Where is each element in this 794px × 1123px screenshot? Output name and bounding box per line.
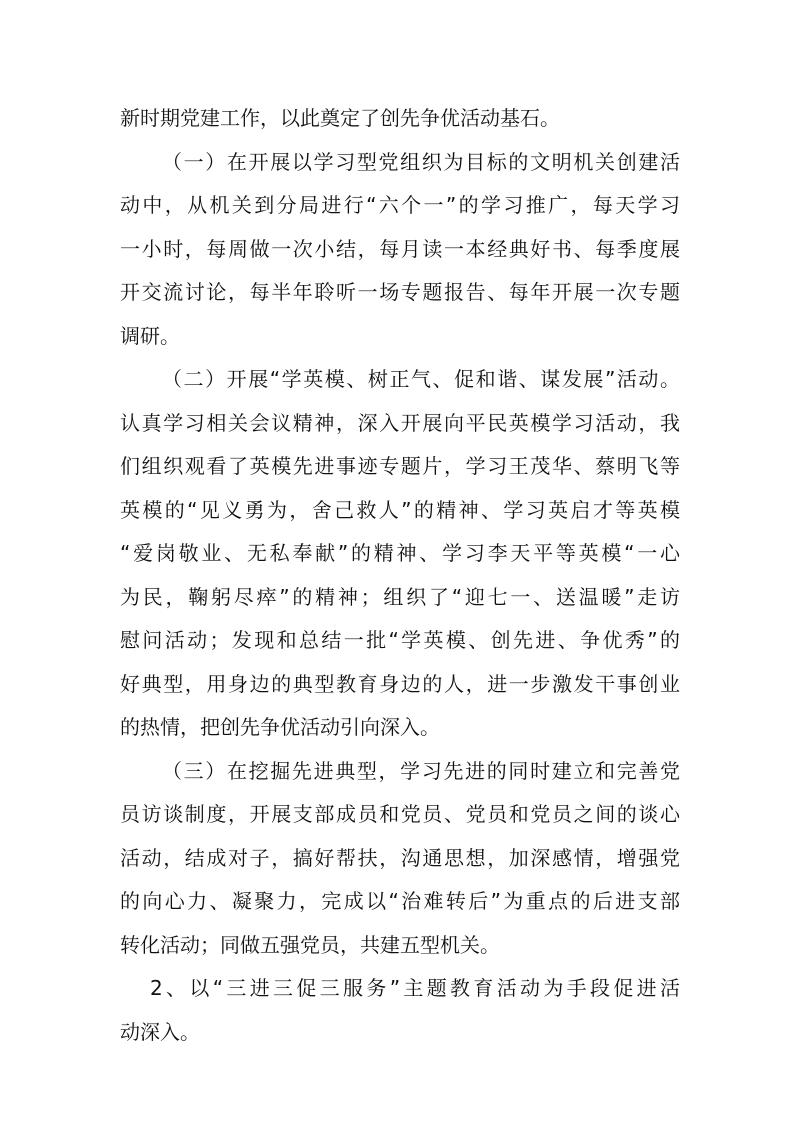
text-line: 调研。 bbox=[120, 323, 180, 348]
text-line: “爱岗敬业、无私奉献”的精神、学习李天平等英模“一心 bbox=[120, 541, 680, 565]
text-line: （一）在开展以学习型党组织为目标的文明机关创建活 bbox=[162, 149, 680, 174]
text-line: 的向心力、凝聚力，完成以“治难转后”为重点的后进支部 bbox=[120, 889, 680, 913]
paragraph-item-two bbox=[120, 967, 680, 1054]
text-line: 们组织观看了英模先进事迹专题片，学习王茂华、蔡明飞等 bbox=[120, 454, 680, 478]
text-line: 活动，结成对子，搞好帮扶，沟通思想，加深感情，增强党 bbox=[120, 845, 680, 870]
text-line: 为民，鞠躬尽瘁”的精神；组织了“迎七一、送温暖”走访 bbox=[120, 584, 680, 609]
paragraph-section-two bbox=[120, 358, 680, 750]
text-line: 好典型，用身边的典型教育身边的人，进一步激发干事创业 bbox=[120, 671, 680, 696]
text-line: 认真学习相关会议精神，深入开展向平民英模学习活动，我 bbox=[120, 410, 680, 435]
text-line: 动深入。 bbox=[120, 1019, 200, 1044]
document-body bbox=[120, 97, 680, 1054]
text-line: （二）开展“学英模、树正气、促和谐、谋发展”活动。 bbox=[162, 367, 680, 391]
text-line: 2、以“三进三促三服务”主题教育活动为手段促进活 bbox=[150, 976, 680, 1000]
text-line: 开交流讨论，每半年聆听一场专题报告、每年开展一次专题 bbox=[120, 280, 680, 304]
text-line: （三）在挖掘先进典型，学习先进的同时建立和完善党 bbox=[162, 758, 680, 783]
text-line: 英模的“见义勇为，舍己救人”的精神、学习英启才等英模 bbox=[120, 497, 680, 522]
paragraph-section-three bbox=[120, 750, 680, 968]
text-line: 动中，从机关到分局进行“六个一”的学习推广，每天学习 bbox=[120, 193, 680, 217]
paragraph-intro bbox=[120, 97, 680, 141]
paragraph-section-one bbox=[120, 141, 680, 359]
text-line: 一小时，每周做一次小结，每月读一本经典好书、每季度展 bbox=[120, 236, 680, 261]
text-line: 员访谈制度，开展支部成员和党员、党员和党员之间的谈心 bbox=[120, 802, 680, 826]
text-line: 新时期党建工作，以此奠定了创先争优活动基石。 bbox=[120, 106, 560, 130]
text-line: 慰问活动；发现和总结一批“学英模、创先进、争优秀”的 bbox=[120, 628, 680, 652]
text-line: 转化活动；同做五强党员，共建五型机关。 bbox=[120, 932, 500, 957]
text-line: 的热情，把创先争优活动引向深入。 bbox=[120, 715, 440, 739]
